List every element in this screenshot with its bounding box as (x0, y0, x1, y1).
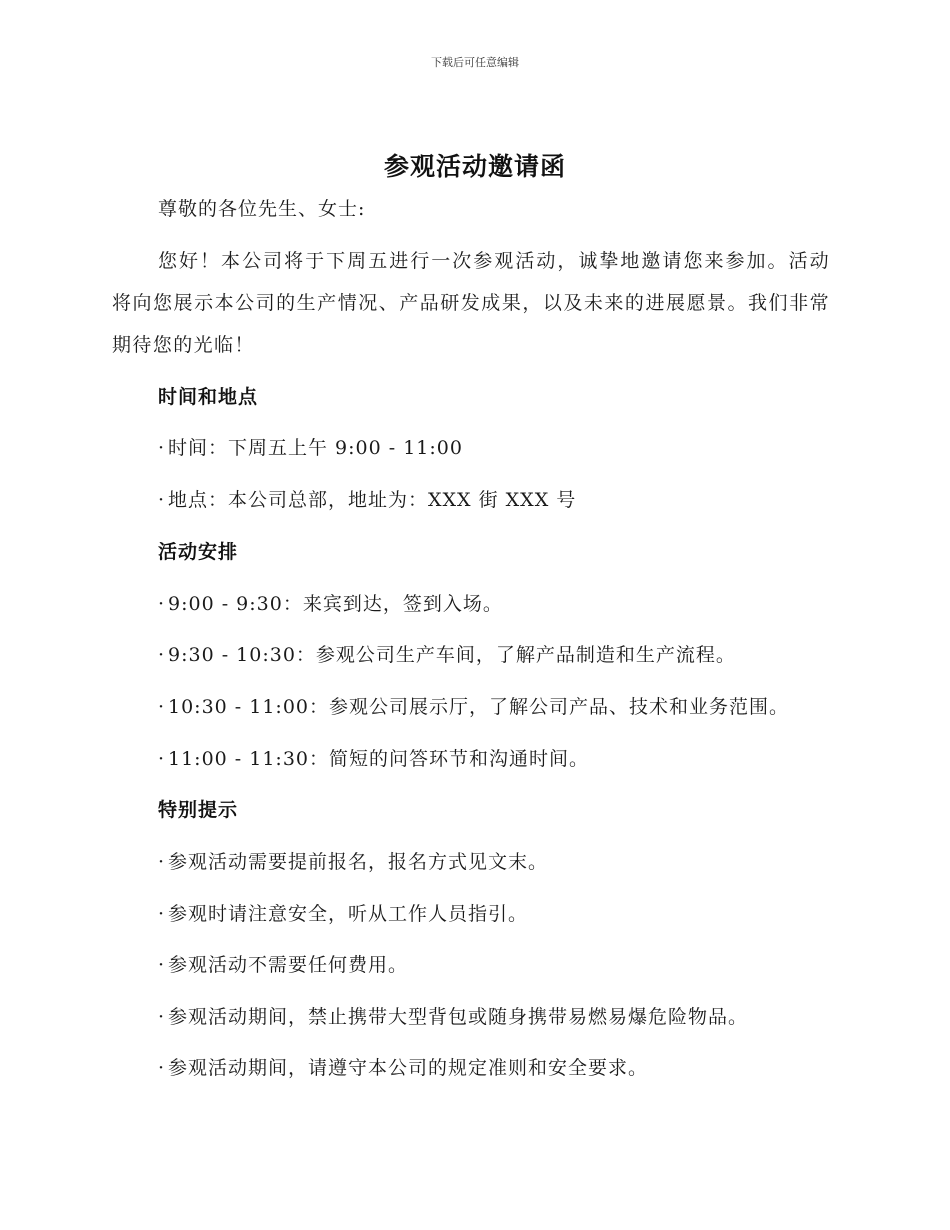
list-item (158, 950, 408, 977)
bullet-marker: · (158, 437, 166, 459)
list-item-text: 参观时请注意安全，听从工作人员指引。 (168, 903, 529, 925)
list-item (158, 899, 528, 926)
salutation: 尊敬的各位先生、女士: (158, 198, 366, 220)
bullet-marker: · (158, 593, 166, 615)
list-item (158, 640, 736, 667)
bullet-marker: · (158, 696, 166, 718)
header-note: 下载后可任意编辑 (431, 56, 519, 69)
page-title: 参观活动邀请函 (383, 152, 566, 181)
section-heading-notes: 特别提示 (158, 799, 239, 821)
list-item-text: 参观活动期间，请遵守本公司的规定准则和安全要求。 (168, 1057, 649, 1079)
intro-paragraph: 您好！本公司将于下周五进行一次参观活动，诚挚地邀请您来参加。活动将向您展示本公司的生产情况、产品研发成果，以及未来的进展愿景。我们非常期待您的光临！ (112, 250, 830, 356)
list-item (158, 1053, 648, 1080)
bullet-marker: · (158, 748, 166, 770)
list-item (158, 1002, 748, 1029)
bullet-marker: · (158, 1057, 166, 1079)
bullet-marker: · (158, 1006, 166, 1028)
bullet-marker: · (158, 851, 166, 873)
list-item (158, 433, 463, 460)
list-item-text: 参观活动不需要任何费用。 (168, 954, 409, 976)
section-heading-schedule: 活动安排 (158, 541, 239, 563)
list-item (158, 692, 789, 719)
list-item-text: 参观活动需要提前报名，报名方式见文末。 (168, 851, 549, 873)
bullet-marker: · (158, 644, 166, 666)
list-item (158, 485, 576, 512)
list-item-text: 10:30 - 11:00：参观公司展示厅，了解公司产品、技术和业务范围。 (168, 696, 790, 718)
list-item-text: 11:00 - 11:30：简短的问答环节和沟通时间。 (168, 748, 590, 770)
list-item-text: 9:00 - 9:30：来宾到达，签到入场。 (168, 593, 503, 615)
bullet-marker: · (158, 903, 166, 925)
list-item (158, 744, 589, 771)
section-heading-time-place: 时间和地点 (158, 386, 259, 408)
list-item-text: 时间：下周五上午 9:00 - 11:00 (168, 437, 463, 459)
list-item-text: 9:30 - 10:30：参观公司生产车间，了解产品制造和生产流程。 (168, 644, 736, 666)
list-item (158, 847, 548, 874)
list-item-text: 参观活动期间，禁止携带大型背包或随身携带易燃易爆危险物品。 (168, 1006, 749, 1028)
list-item (158, 589, 503, 616)
bullet-marker: · (158, 954, 166, 976)
bullet-marker: · (158, 489, 166, 511)
list-item-text: 地点：本公司总部，地址为：XXX 街 XXX 号 (168, 489, 577, 511)
